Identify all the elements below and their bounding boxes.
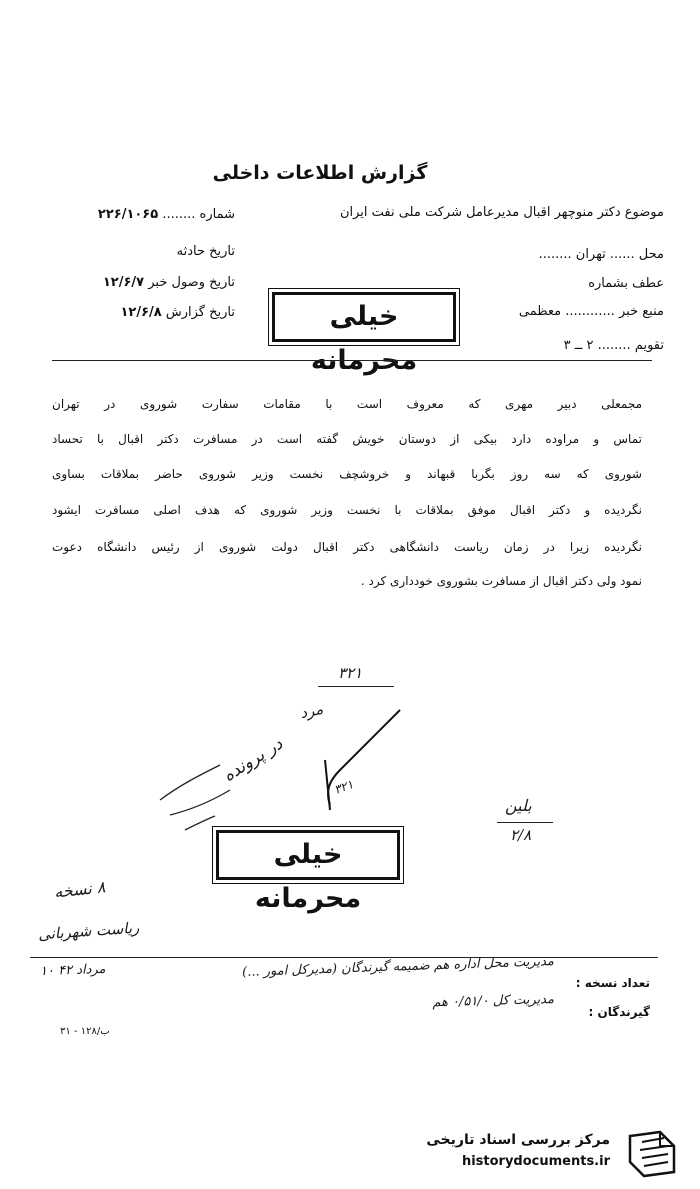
recipients-label: گیرندگان : [588, 1005, 650, 1019]
body-line-3: شوروی که سه روز بگربا قبهاند و خروشچف نخست وزیر شوروی حاضر بملاقات بساوی [52, 467, 642, 481]
evaluation-row: تقویم ........ ۲ ــ ۳ [563, 338, 664, 353]
report-date-row [70, 305, 235, 320]
confidential-stamp-top: خیلی محرمانه [272, 292, 456, 342]
body-line-4: نگردیده و دکتر اقبال موفق بملاقات با نخست وزیر شوروی که هدف اصلی مسافرت ایشود [52, 503, 642, 517]
copies-label: تعداد نسخه : [575, 976, 650, 990]
place-label: محل [638, 247, 664, 262]
attachment-label: عطف بشماره [588, 276, 664, 291]
body-line-1: مجمعلی دبیر مهری که معروف است با مقامات سفارت شوروی در تهران [52, 397, 642, 411]
document-title: گزارش اطلاعات داخلی [212, 162, 428, 184]
left-note-1: ۸ نسخه [53, 877, 107, 902]
confidential-stamp-bottom: خیلی محرمانه [216, 830, 400, 880]
source-row: منبع خبر ............ معظمی [518, 304, 664, 319]
subject-value: دکتر منوچهر اقبال مدیرعامل شرکت ملی نفت ایران [339, 205, 621, 220]
archive-logo-url: historydocuments.ir [461, 1154, 610, 1169]
attachment-row [364, 276, 664, 291]
archive-logo-icon [624, 1128, 680, 1178]
evaluation-label: تقویم [634, 338, 664, 353]
body-line-2: تماس و مراوده دارد بیکی از دوستان خویش گفته است در مسافرت دکتر اقبال با تحساد [52, 432, 642, 446]
receipt-date-value: ۱۲/۶/۷ [102, 275, 145, 290]
receipt-date-label: تاریخ وصول خبر [148, 275, 235, 290]
annotation-margin-number: ۳۲۱ [332, 777, 356, 797]
annotation-note-1: مرد [298, 699, 325, 723]
subject-row [339, 205, 664, 220]
place-value: تهران [575, 247, 606, 262]
initials: بلین [505, 796, 532, 815]
annotation-note-2: در پرونده [219, 734, 287, 786]
recipients-value: مدیریت کل ۰/۵۱/۰ هم [432, 992, 555, 1011]
source-value: معظمی [518, 304, 562, 319]
source-label: منبع خبر [619, 304, 664, 319]
body-line-6: نمود ولی دکتر اقبال از مسافرت بشوروی خودداری کرد . [360, 574, 642, 588]
number-label: شماره [199, 207, 235, 222]
annotation-underline [318, 686, 394, 687]
body-line-5: نگردیده زیرا در زمان ریاست دانشگاهی دکتر اقبال دولت شوروی از رئیس دانشگاه دعوت [52, 540, 642, 554]
annotation-number-top: ۳۲۱ [338, 664, 363, 682]
copies-value: مدیریت محل اداره هم ضمیمه گیرندگان (مدیرکل امور ...) [241, 954, 555, 980]
event-date-row [70, 244, 235, 259]
subject-label: موضوع [624, 205, 664, 220]
archive-logo [420, 1128, 680, 1178]
footer-divider [30, 957, 658, 958]
evaluation-value: ۲ ــ ۳ [563, 338, 594, 353]
header-divider [52, 360, 652, 361]
reference-code: ۳۱ - ۱۲۸/ب [60, 1026, 110, 1037]
initials-date: ۲/۸ [510, 826, 532, 844]
initials-underline [497, 822, 553, 823]
left-note-2: ریاست شهربانی [37, 918, 140, 944]
event-date-label: تاریخ حادثه [176, 244, 235, 259]
receipt-date-row [70, 275, 235, 290]
place-row: محل ...... تهران ........ [538, 247, 664, 262]
number-row: شماره ........ ۲۲۶/۱۰۶۵ [97, 207, 235, 222]
archive-logo-name: مرکز بررسی اسناد تاریخی [426, 1132, 610, 1148]
copies-side-note: ۱۰ مرداد ۴۲ [39, 961, 106, 980]
report-date-value: ۱۲/۶/۸ [120, 305, 162, 320]
number-value: ۲۲۶/۱۰۶۵ [97, 207, 159, 222]
report-date-label: تاریخ گزارش [165, 305, 235, 320]
